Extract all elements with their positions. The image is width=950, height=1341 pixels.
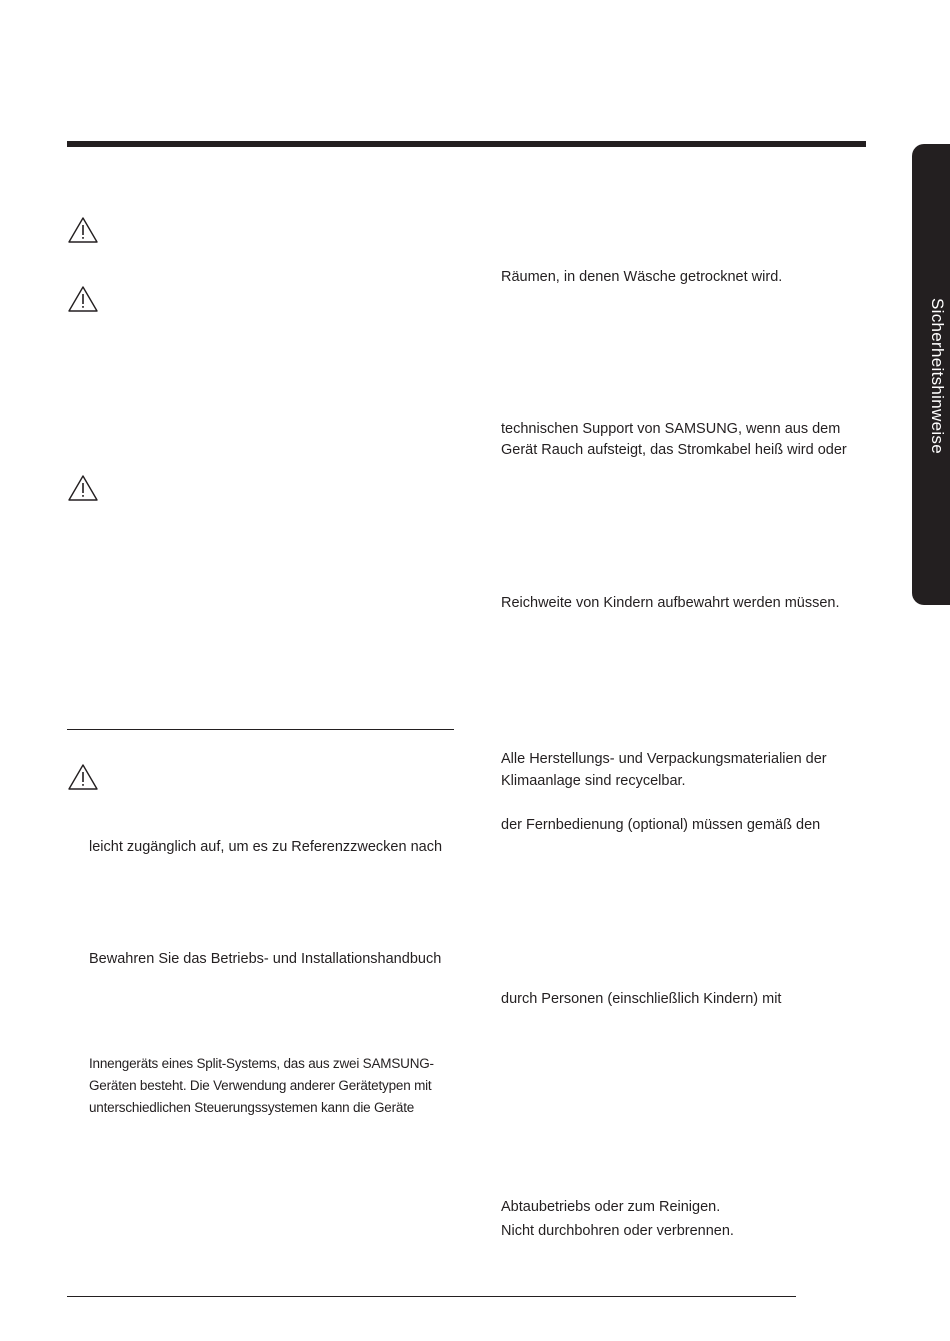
warning-triangle-icon xyxy=(67,216,99,244)
right-text-line: Abtaubetriebs oder zum Reinigen. xyxy=(501,1199,721,1215)
left-text-line: unterschiedlichen Steuerungssystemen kann die Geräte xyxy=(89,1100,415,1115)
warning-triangle-icon xyxy=(67,763,99,791)
right-text-line: durch Personen (einschließlich Kindern) mit xyxy=(501,991,782,1007)
right-text-line: Klimaanlage sind recycelbar. xyxy=(501,773,686,789)
right-text-line: Alle Herstellungs- und Verpackungsmaterialien der xyxy=(501,751,827,767)
left-text-line: Geräten besteht. Die Verwendung anderer Gerätetypen mit xyxy=(89,1078,432,1093)
bottom-rule xyxy=(67,1296,796,1297)
right-text-line: technischen Support von SAMSUNG, wenn aus dem xyxy=(501,421,841,437)
left-text-line: Innengeräts eines Split-Systems, das aus zwei SAMSUNG- xyxy=(89,1056,434,1071)
right-text-line: Nicht durchbohren oder verbrennen. xyxy=(501,1223,734,1239)
warning-triangle-icon xyxy=(67,285,99,313)
right-text-line: Räumen, in denen Wäsche getrocknet wird. xyxy=(501,269,783,285)
section-side-tab-label: Sicherheitshinweise xyxy=(928,298,947,454)
left-text-line: leicht zugänglich auf, um es zu Referenzzwecken nach xyxy=(89,839,443,855)
left-text-line: Bewahren Sie das Betriebs- und Installationshandbuch xyxy=(89,951,442,967)
top-rule xyxy=(67,141,866,147)
right-text-line: der Fernbedienung (optional) müssen gemäß den xyxy=(501,817,821,833)
left-section-divider xyxy=(67,729,454,730)
right-text-line: Reichweite von Kindern aufbewahrt werden müssen. xyxy=(501,595,840,611)
section-side-tab xyxy=(912,144,950,605)
warning-triangle-icon xyxy=(67,474,99,502)
right-text-line: Gerät Rauch aufsteigt, das Stromkabel heiß wird oder xyxy=(501,442,847,458)
